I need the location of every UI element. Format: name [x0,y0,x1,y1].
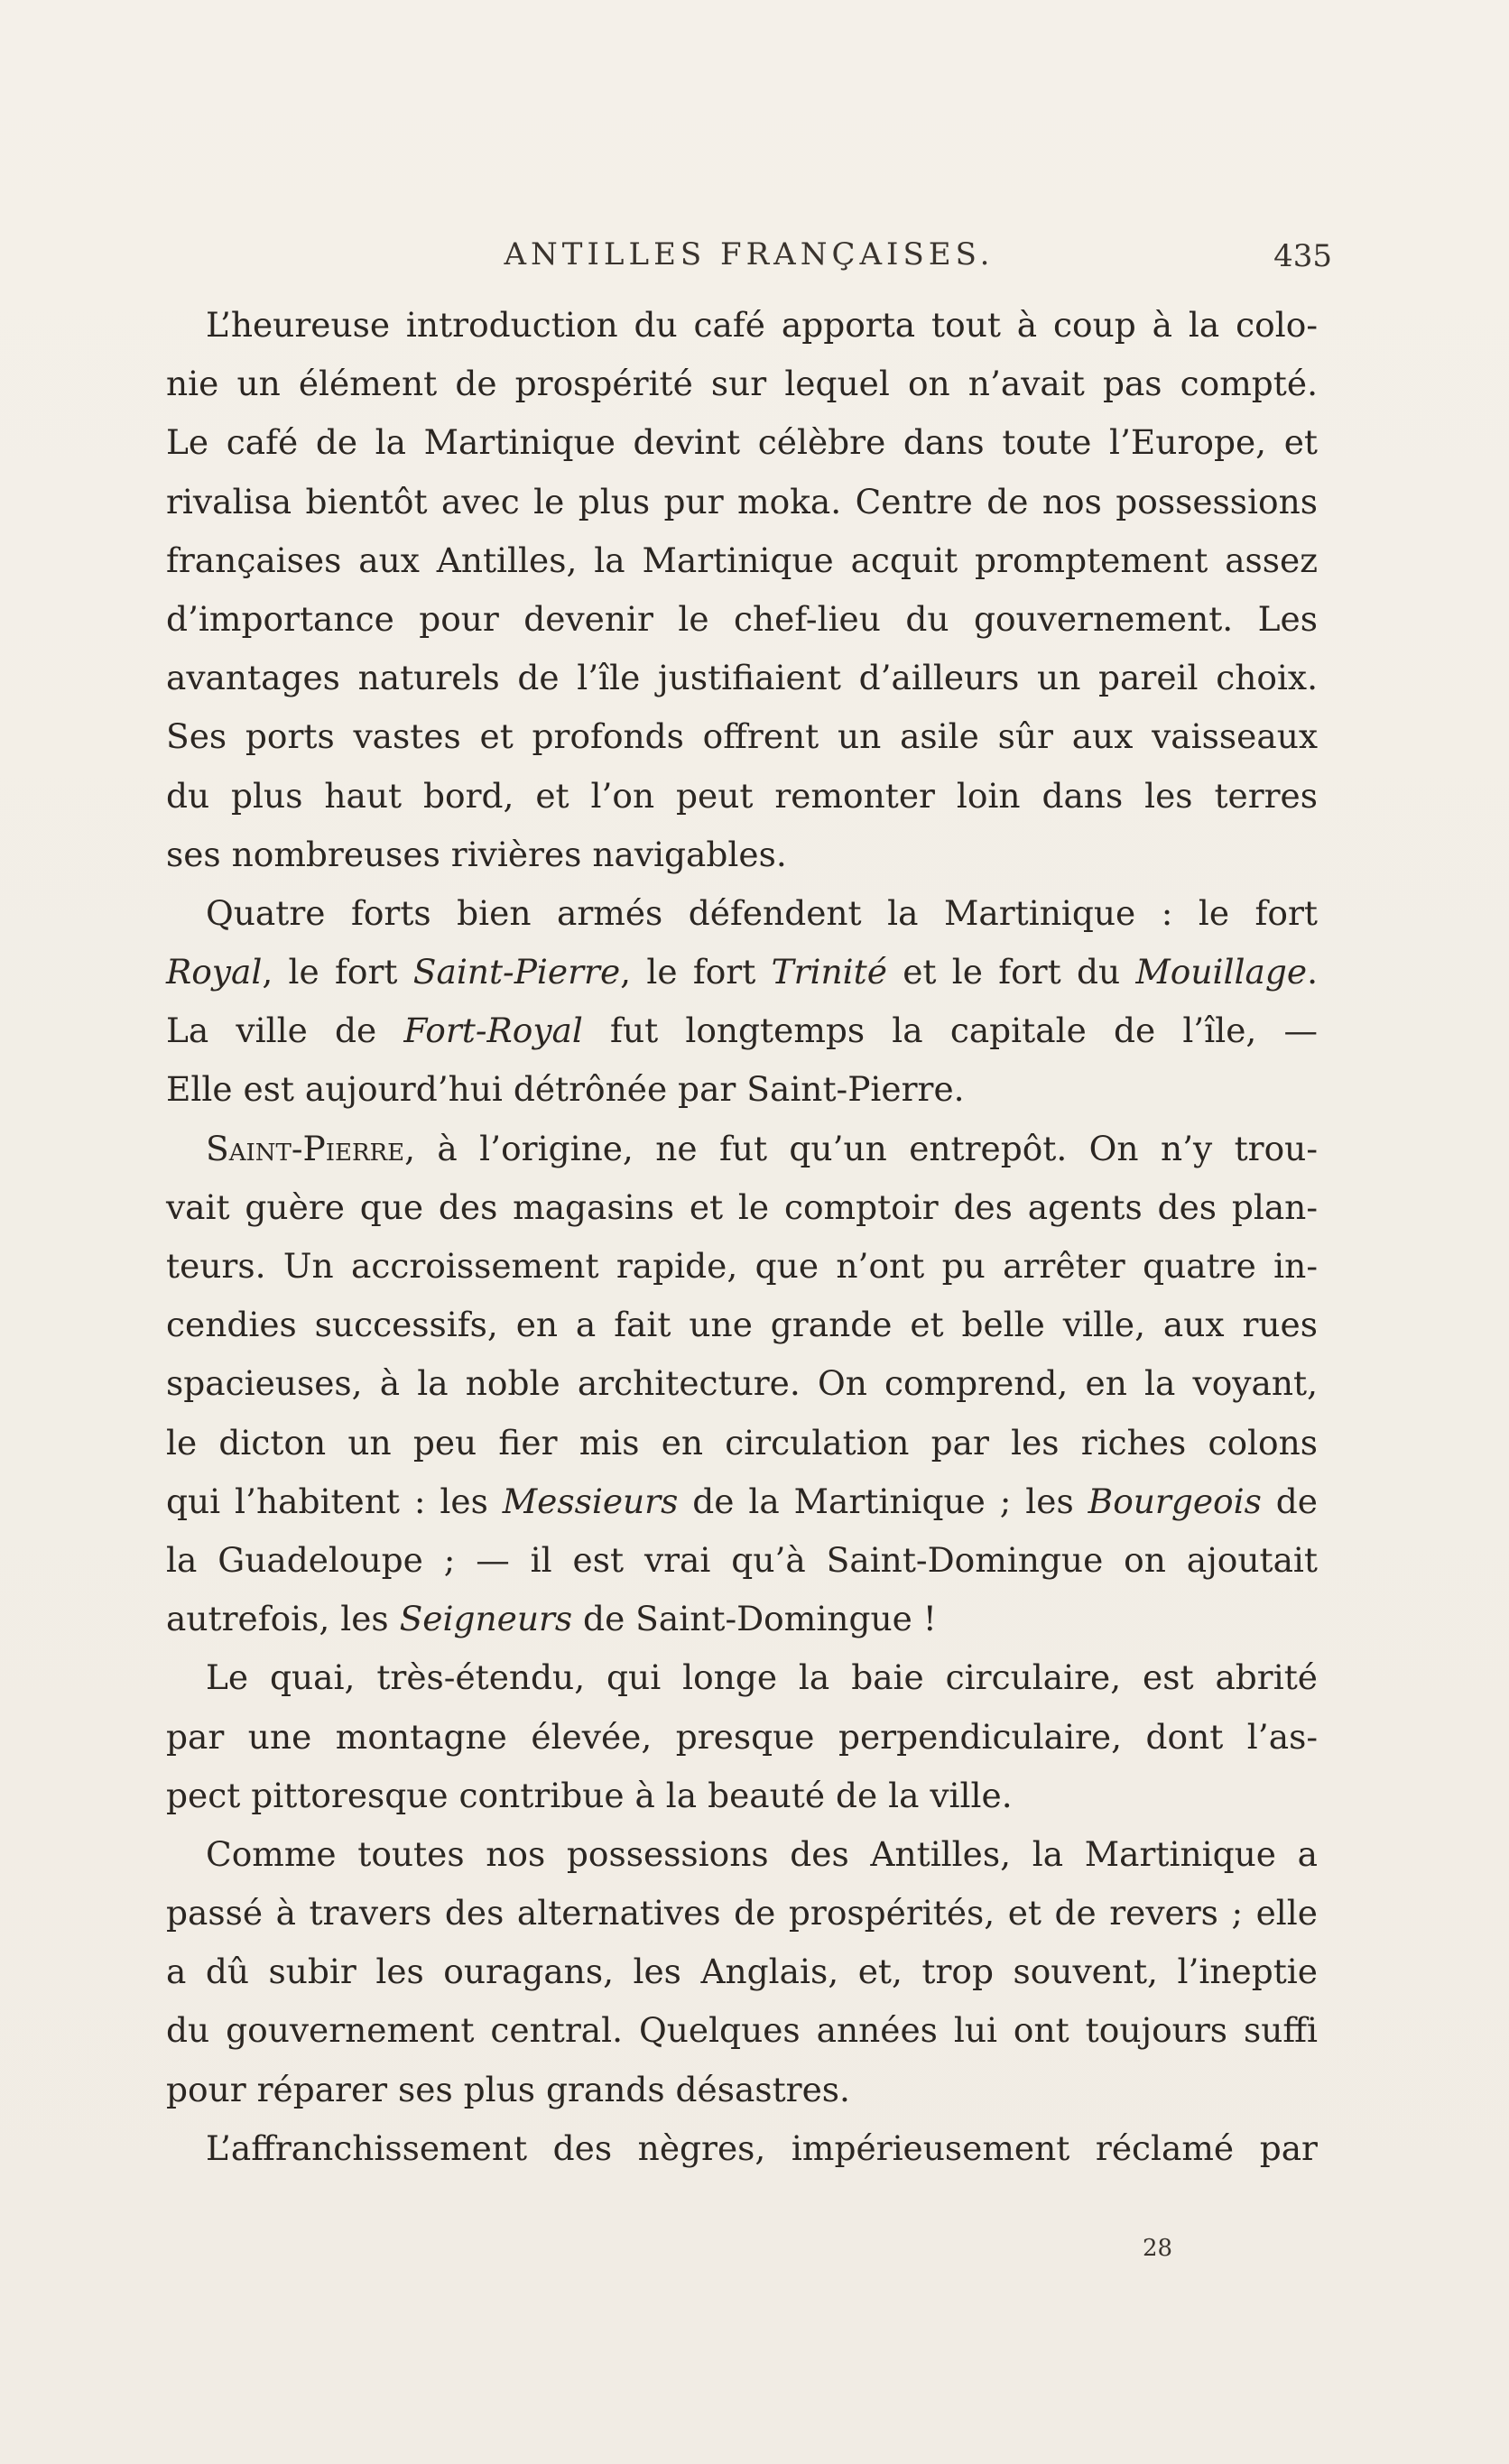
text-line [166,2061,1318,2119]
text-segment: autrefois, les [166,1599,400,1639]
text-segment: a dû subir les ouragans, les Anglais, et, trop souvent, l’ineptie [166,1952,1318,1992]
text-line [166,2001,1318,2060]
text-segment: et le fort du [886,952,1136,992]
text-segment: avantages naturels de l’île justifiaient d’ailleurs un pareil choix. [166,658,1318,698]
text-segment: fut longtemps la capitale de l’île, — [582,1011,1319,1051]
page-number: 435 [1273,238,1332,274]
running-head [166,236,1332,281]
text-segment: pect pittoresque contribue à la beauté de la ville. [166,1775,1013,1815]
text-line [166,1825,1318,1884]
text-segment: de [1261,1481,1318,1521]
text-line [166,1472,1318,1531]
text-segment: . [1307,952,1318,992]
italic-text: Seigneurs [399,1599,573,1639]
text-segment: La ville de [166,1011,404,1051]
text-line [166,649,1318,707]
text-line [166,473,1318,531]
text-segment: par une montagne élevée, presque perpendiculaire, dont l’as- [166,1716,1318,1757]
text-segment: , le fort [620,952,772,992]
text-line [166,707,1318,766]
text-segment: pour réparer ses plus grands désastres. [166,2069,850,2109]
text-line [166,1120,1318,1178]
italic-text: Royal [166,952,263,992]
text-segment: L’affranchissement des nègres, impérieusement réclamé par [206,2127,1318,2168]
text-segment: de la Martinique ; les [678,1481,1088,1521]
italic-text: Messieurs [502,1481,679,1521]
text-line [166,1001,1318,1060]
text-line [166,355,1318,413]
text-segment: le dicton un peu fier mis en circulation par les riches colons [166,1422,1318,1463]
text-segment: , à l’origine, ne fut qu’un entrepôt. On n’y trou- [404,1128,1318,1168]
text-line [166,767,1318,826]
italic-text: Fort-Royal [403,1011,583,1051]
signature-mark: 28 [1143,2235,1173,2262]
text-segment: du plus haut bord, et l’on peut remonter loin dans les terres [166,775,1318,816]
text-line [166,1590,1318,1648]
text-line [166,1296,1318,1354]
text-segment: françaises aux Antilles, la Martinique acquit promptement assez [166,540,1318,580]
text-line [166,884,1318,943]
text-segment: nie un élément de prospérité sur lequel on n’avait pas compté. [166,364,1318,404]
text-line [166,2119,1318,2178]
italic-text: Trinité [771,952,887,992]
italic-text: Mouillage [1135,952,1308,992]
text-line [166,1884,1318,1943]
text-line [166,943,1318,1001]
text-segment: teurs. Un accroissement rapide, que n’ont pu arrêter quatre in- [166,1246,1318,1286]
text-segment: Elle est aujourd’hui détrônée par Saint-Pierre. [166,1069,965,1110]
text-line [166,296,1318,355]
text-segment: ses nombreuses rivières navigables. [166,834,787,874]
text-segment: Ses ports vastes et profonds offrent un asile sûr aux vaisseaux [166,716,1318,757]
body-text [166,296,1318,2178]
text-line [166,1237,1318,1296]
text-segment: L’heureuse introduction du café apporta tout à coup à la colo- [206,305,1318,345]
text-line [166,1943,1318,2001]
text-line [166,1414,1318,1472]
text-line [166,531,1318,590]
text-line [166,590,1318,649]
text-segment: Comme toutes nos possessions des Antilles, la Martinique a [206,1833,1318,1874]
text-segment: d’importance pour devenir le chef-lieu du gouvernement. Les [166,598,1318,639]
text-segment: spacieuses, à la noble architecture. On comprend, en la voyant, [166,1363,1318,1404]
text-segment: , le fort [262,952,413,992]
running-title: ANTILLES FRANÇAISES. [504,236,995,272]
text-line [166,1648,1318,1707]
text-segment: Le quai, très-étendu, qui longe la baie circulaire, est abrité [206,1657,1318,1698]
italic-text: Saint-Pierre [412,952,621,992]
text-segment: du gouvernement central. Quelques années lui ont toujours suffi [166,2010,1318,2051]
text-line [166,1354,1318,1413]
text-segment: passé à travers des alternatives de prospérités, et de revers ; elle [166,1893,1318,1933]
text-line [166,826,1318,884]
text-segment: vait guère que des magasins et le comptoir des agents des plan- [166,1186,1318,1227]
text-segment: qui l’habitent : les [166,1481,503,1521]
text-segment: rivalisa bientôt avec le plus pur moka. Centre de nos possessions [166,481,1318,521]
text-line [166,1767,1318,1825]
text-line [166,1060,1318,1119]
text-segment: cendies successifs, en a fait une grande et belle ville, aux rues [166,1305,1318,1345]
text-line [166,1178,1318,1237]
text-segment: Quatre forts bien armés défendent la Martinique : le fort [206,892,1318,933]
text-segment: la Guadeloupe ; — il est vrai qu’à Saint-Domingue on ajoutait [166,1539,1318,1580]
text-line [166,1708,1318,1767]
text-line [166,1531,1318,1590]
text-segment: de Saint-Domingue ! [572,1599,937,1639]
text-segment: Le café de la Martinique devint célèbre dans toute l’Europe, et [166,422,1318,463]
text-line [166,413,1318,472]
italic-text: Bourgeois [1088,1481,1262,1521]
small-caps-text: Saint-Pierre [206,1128,405,1168]
